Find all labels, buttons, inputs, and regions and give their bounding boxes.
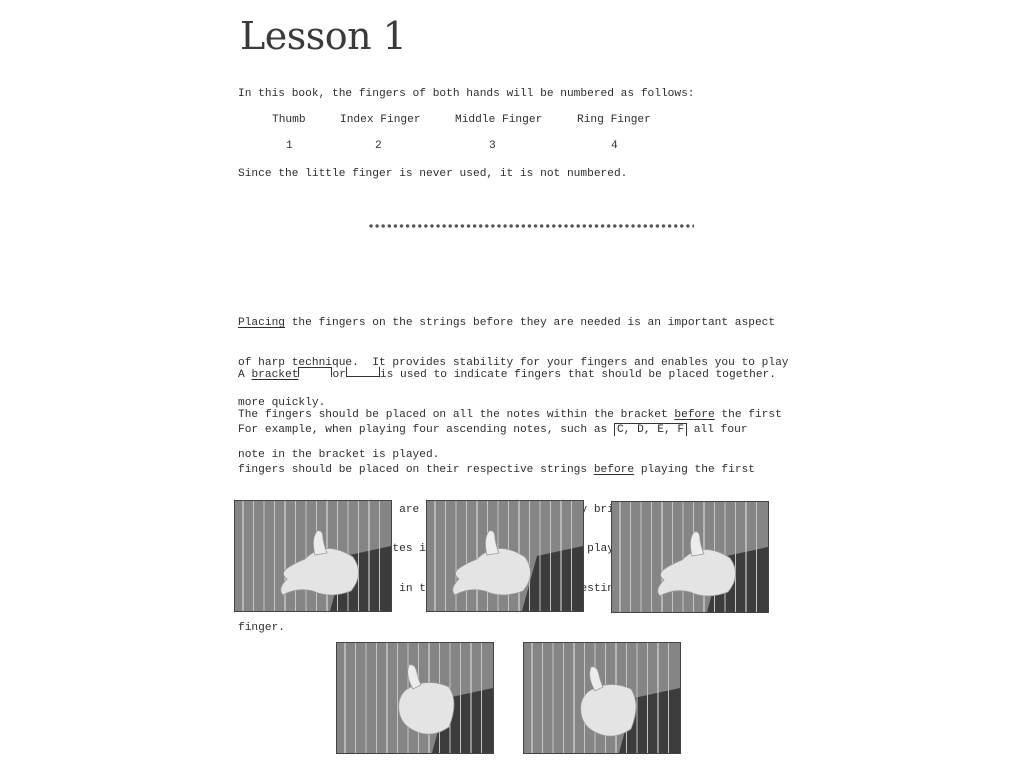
photo-canvas bbox=[427, 501, 583, 611]
bracket-line-3: note in the bracket is played. bbox=[238, 448, 440, 461]
intro-text: In this book, the fingers of both hands will be numbered as follows: bbox=[238, 88, 695, 100]
example-line-1 bbox=[238, 424, 762, 437]
example-line-5: in resting bbox=[399, 582, 621, 595]
finger-number-2: 2 bbox=[375, 140, 382, 152]
example-line-1-rest: all four bbox=[687, 424, 748, 437]
bracket-a: A bbox=[238, 369, 252, 382]
hand-photo-4 bbox=[336, 642, 494, 754]
finger-label-index: Index Finger bbox=[340, 114, 421, 126]
example-line-1-text: For example, when playing four ascending notes, such as bbox=[238, 424, 614, 437]
photo-canvas bbox=[337, 643, 493, 753]
placing-line-3: more quickly. bbox=[238, 396, 326, 409]
example-before: before bbox=[593, 464, 635, 477]
placing-term: Placing bbox=[238, 317, 285, 330]
example-line-4: notes bbox=[378, 543, 413, 556]
bracket-line-1 bbox=[238, 369, 782, 382]
placing-line-2: of harp technique. It provides stability for your fingers and enables you to play bbox=[238, 357, 789, 370]
bracket-before: before bbox=[674, 409, 715, 422]
finger-label-thumb: Thumb bbox=[272, 114, 306, 126]
hand-photo-3 bbox=[611, 501, 769, 613]
hand-photo-2 bbox=[426, 500, 584, 612]
example-line-2-text: fingers should be placed on their respective strings bbox=[238, 464, 594, 477]
bracket-or: or bbox=[332, 369, 346, 382]
example-line-3: are bbox=[399, 503, 420, 516]
finger-label-middle: Middle Finger bbox=[455, 114, 543, 126]
photo-canvas bbox=[235, 501, 391, 611]
placing-line-1 bbox=[238, 317, 789, 330]
finger-number-3: 3 bbox=[489, 140, 496, 152]
example-line-2-rest: playing the first bbox=[634, 464, 755, 477]
placing-line-1-text: the fingers on the strings before they are needed is an important aspect bbox=[285, 317, 776, 330]
bracket-line-2-rest: the first bbox=[714, 409, 782, 422]
hand-photo-5 bbox=[523, 642, 681, 754]
example-notes-bracket: C, D, E, F bbox=[614, 423, 687, 436]
little-finger-note: Since the little finger is never used, it is not numbered. bbox=[238, 168, 628, 180]
bracket-top-icon bbox=[298, 367, 332, 377]
hand-photo-1 bbox=[234, 500, 392, 612]
bracket-bottom-icon bbox=[346, 367, 380, 377]
hand-palm bbox=[399, 682, 454, 734]
section-divider bbox=[368, 222, 694, 230]
page-title: Lesson 1 bbox=[240, 14, 407, 58]
bracket-line-1-rest: is used to indicate fingers that should be placed together. bbox=[379, 369, 776, 382]
example-line-6: finger. bbox=[238, 622, 285, 635]
photo-canvas bbox=[524, 643, 680, 753]
photo-canvas bbox=[612, 502, 768, 612]
bracket-line-2-text: The fingers should be placed on all the notes within the bracket bbox=[238, 409, 675, 422]
finger-number-1: 1 bbox=[286, 140, 293, 152]
hand-palm bbox=[581, 684, 636, 736]
example-line-2 bbox=[238, 464, 762, 477]
finger-number-4: 4 bbox=[611, 140, 618, 152]
bracket-term: bracket bbox=[251, 369, 299, 382]
finger-label-ring: Ring Finger bbox=[577, 114, 651, 126]
